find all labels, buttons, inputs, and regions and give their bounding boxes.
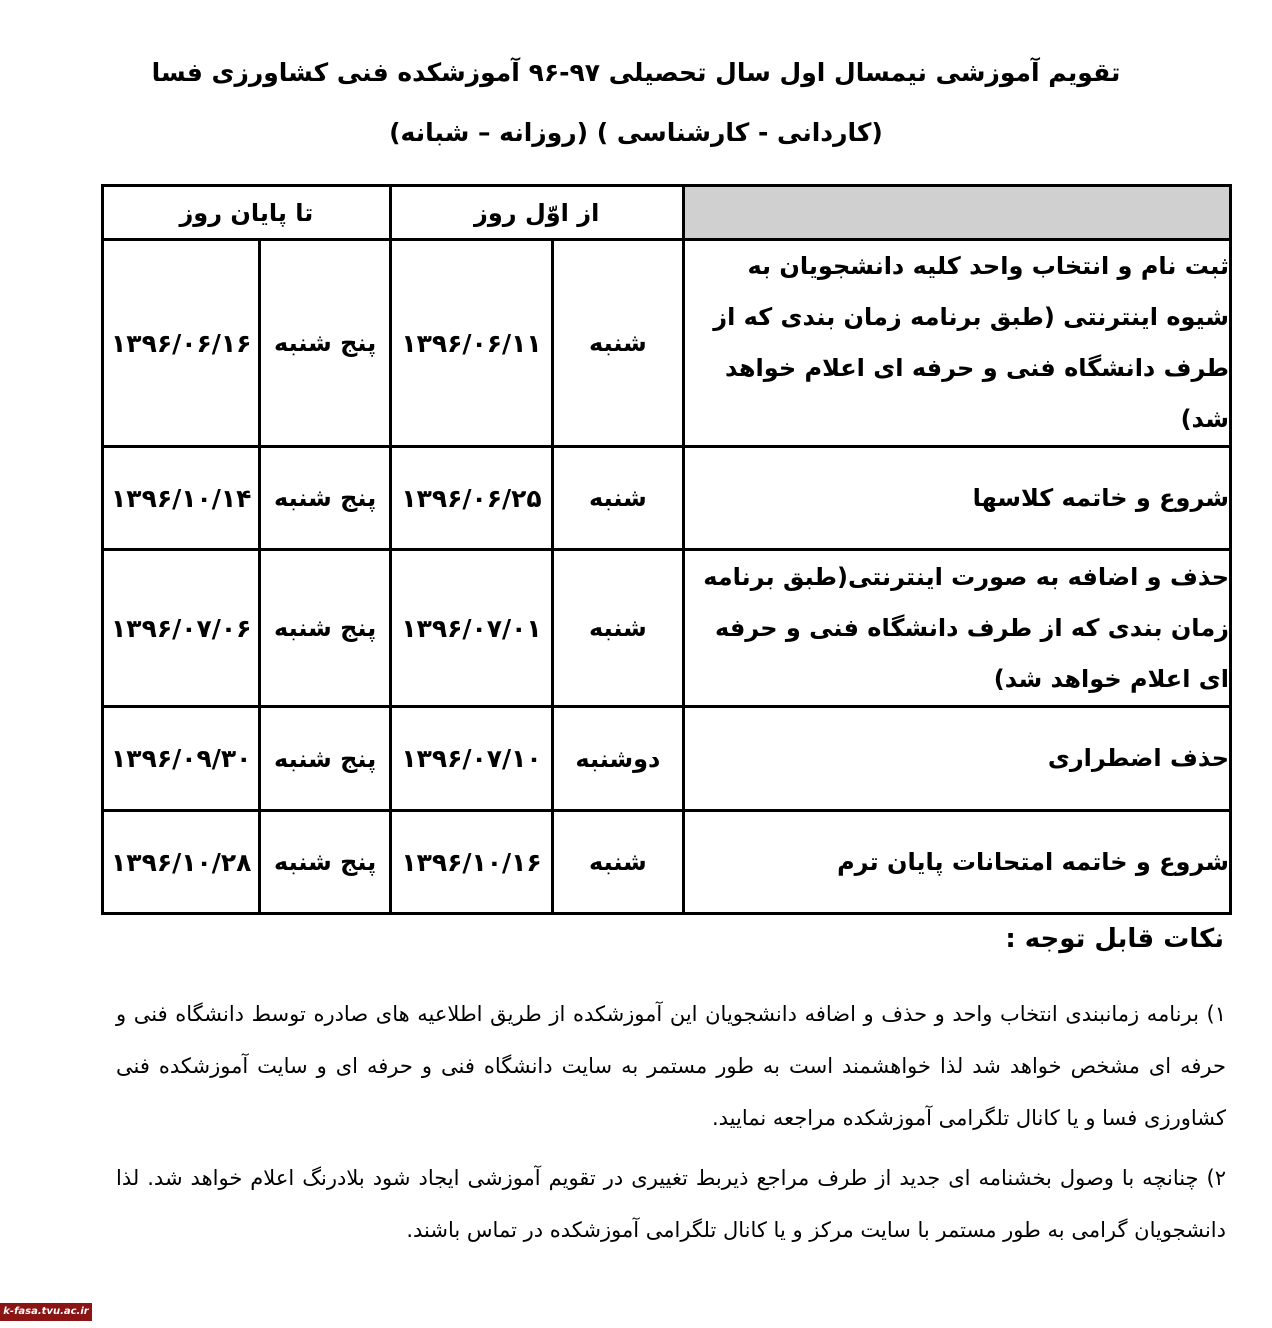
from-date: ۱۳۹۶/۱۰/۱۶ <box>390 811 552 914</box>
row-description: حذف و اضافه به صورت اینترنتی(طبق برنامه زمان بندی که از طرف دانشگاه فنی و حرفه ای اعلام خواهد شد) <box>683 550 1230 707</box>
to-day: پنج شنبه <box>260 447 390 550</box>
table-row <box>103 707 1231 811</box>
row-description: شروع و خاتمه کلاسها <box>683 447 1230 550</box>
header-from: از اوّل روز <box>390 186 683 240</box>
to-date: ۱۳۹۶/۰۶/۱۶ <box>103 240 260 447</box>
from-day: شنبه <box>553 240 683 447</box>
row-description: حذف اضطراری <box>683 707 1230 811</box>
to-date: ۱۳۹۶/۰۷/۰۶ <box>103 550 260 707</box>
to-day: پنج شنبه <box>260 811 390 914</box>
to-date: ۱۳۹۶/۱۰/۲۸ <box>103 811 260 914</box>
from-date: ۱۳۹۶/۰۶/۱۱ <box>390 240 552 447</box>
row-description: شروع و خاتمه امتحانات پایان ترم <box>683 811 1230 914</box>
to-day: پنج شنبه <box>260 550 390 707</box>
table-header-row <box>103 186 1231 240</box>
to-day: پنج شنبه <box>260 707 390 811</box>
from-date: ۱۳۹۶/۰۶/۲۵ <box>390 447 552 550</box>
header-empty-cell <box>683 186 1230 240</box>
notes-heading: نکات قابل توجه : <box>1005 924 1224 954</box>
to-date: ۱۳۹۶/۱۰/۱۴ <box>103 447 260 550</box>
table-row <box>103 811 1231 914</box>
page-subtitle: (کاردانی - کارشناسی ) (روزانه – شبانه) <box>389 118 883 147</box>
to-date: ۱۳۹۶/۰۹/۳۰ <box>103 707 260 811</box>
table-row <box>103 240 1231 447</box>
to-day: پنج شنبه <box>260 240 390 447</box>
row-description: ثبت نام و انتخاب واحد کلیه دانشجویان به شیوه اینترنتی (طبق برنامه زمان بندی که از طرف دانشگاه فنی و حرفه ای اعلام خواهد شد) <box>683 240 1230 447</box>
from-date: ۱۳۹۶/۰۷/۰۱ <box>390 550 552 707</box>
site-watermark-badge: k-fasa.tvu.ac.ir <box>0 1303 92 1321</box>
table-row <box>103 447 1231 550</box>
from-date: ۱۳۹۶/۰۷/۱۰ <box>390 707 552 811</box>
academic-calendar-table <box>101 184 1232 915</box>
page-title: تقویم آموزشی نیمسال اول سال تحصیلی ۹۷-۹۶ آموزشکده فنی کشاورزی فسا <box>151 58 1121 87</box>
header-to: تا پایان روز <box>103 186 391 240</box>
note-item-2: ۲) چنانچه با وصول بخشنامه ای جدید از طرف مراجع ذیربط تغییری در تقویم آموزشی ایجاد شود بلادرنگ اعلام خواهد شد. لذا دانشجویان گرامی به طور مستمر با سایت مرکز و یا کانال تلگرامی آموزشکده در تماس باشند. <box>116 1166 1226 1242</box>
table-row <box>103 550 1231 707</box>
from-day: شنبه <box>553 811 683 914</box>
from-day: شنبه <box>553 550 683 707</box>
from-day: دوشنبه <box>553 707 683 811</box>
from-day: شنبه <box>553 447 683 550</box>
note-item-1: ۱) برنامه زمانبندی انتخاب واحد و حذف و اضافه دانشجویان این آموزشکده از طریق اطلاعیه های صادره توسط دانشگاه فنی و حرفه ای مشخص خواهد شد لذا خواهشمند است به طور مستمر به سایت دانشگاه فنی و حرفه ای و سایت آموزشکده فنی کشاورزی فسا و یا کانال تلگرامی آموزشکده مراجعه نمایید. <box>116 1002 1226 1130</box>
